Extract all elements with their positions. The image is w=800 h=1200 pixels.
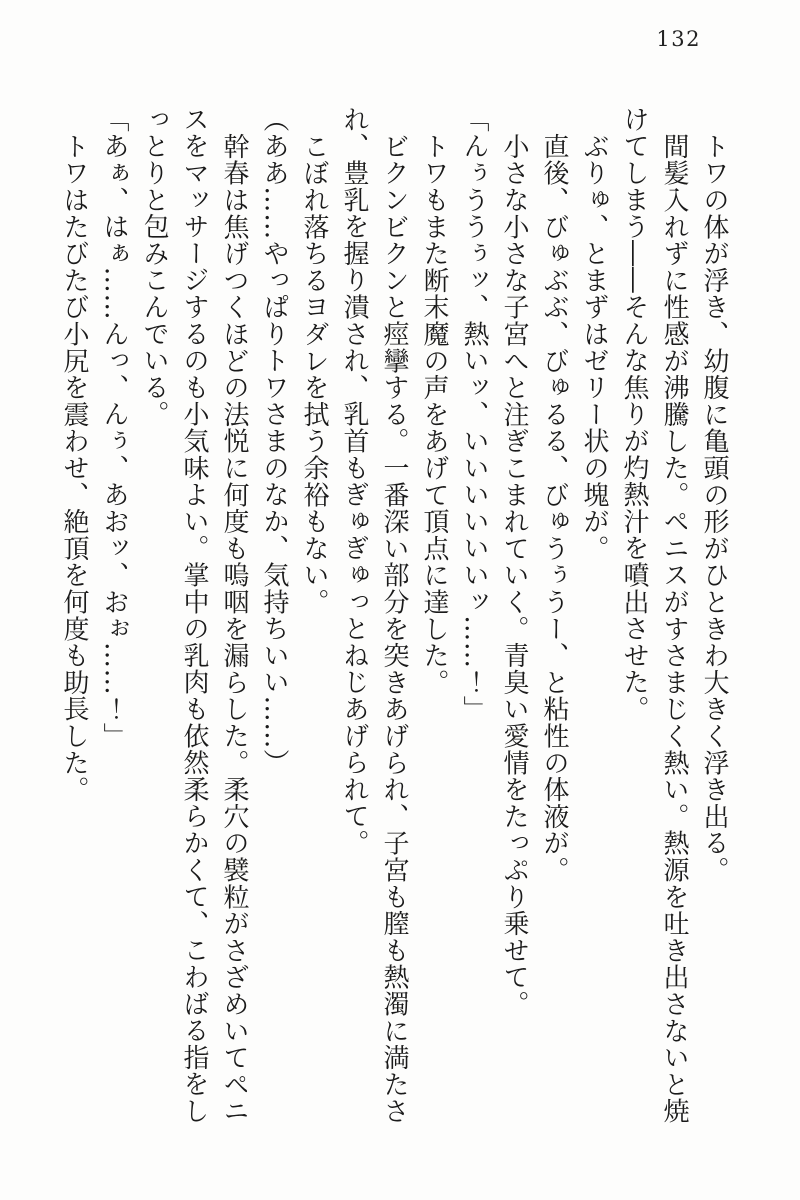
text-line: ぶりゅ、とまずはゼリー状の塊が。 [579, 133, 609, 562]
text-line: 「あぁ、はぁ……んっ、んぅ、あおッ、おぉ……！」 [99, 106, 129, 750]
page-number: 132 [656, 27, 701, 51]
text-line: スをマッサージするのも小気味よい。掌中の乳肉も依然柔らかくて、こわばる指をし [179, 106, 209, 1125]
text-line: 間髪入れずに性感が沸騰した。ペニスがすさまじく熱い。熱源を吐き出さないと焼 [659, 133, 689, 1125]
text-columns [54, 106, 734, 1144]
text-line: 幹春は焦げつくほどの法悦に何度も嗚咽を漏らした。柔穴の襞粒がさざめいてペニ [219, 133, 249, 1125]
text-line: トワの体が浮き、幼腹に亀頭の形がひときわ大きく浮き出る。 [699, 133, 729, 884]
text-line: ビクンビクンと痙攣する。一番深い部分を突きあげられ、子宮も膣も熱濁に満たさ [379, 133, 409, 1125]
text-line: （ああ……やっぱりトワさまのなか、気持ちいい……） [259, 106, 289, 776]
text-line: トワもまた断末魔の声をあげて頂点に達した。 [419, 133, 449, 696]
text-line: けてしまう――そんな焦りが灼熱汁を噴出させた。 [619, 106, 649, 723]
text-line: れ、豊乳を握り潰され、乳首もぎゅぎゅっとねじあげられて。 [339, 106, 369, 857]
text-line: トワはたびたび小尻を震わせ、絶頂を何度も助長した。 [59, 133, 89, 803]
text-line: 「んぅううぅッ、熱いッ、いいいいいいッ……！」 [459, 106, 489, 723]
text-line: っとりと包みこんでいる。 [139, 106, 169, 428]
text-line: こぼれ落ちるヨダレを拭う余裕もない。 [299, 133, 329, 616]
text-line: 小さな小さな子宮へと注ぎこまれていく。青臭い愛情をたっぷり乗せて。 [499, 133, 529, 1018]
text-line: 直後、びゅぶぶ、びゅるる、びゅうぅうー、と粘性の体液が。 [539, 133, 569, 884]
